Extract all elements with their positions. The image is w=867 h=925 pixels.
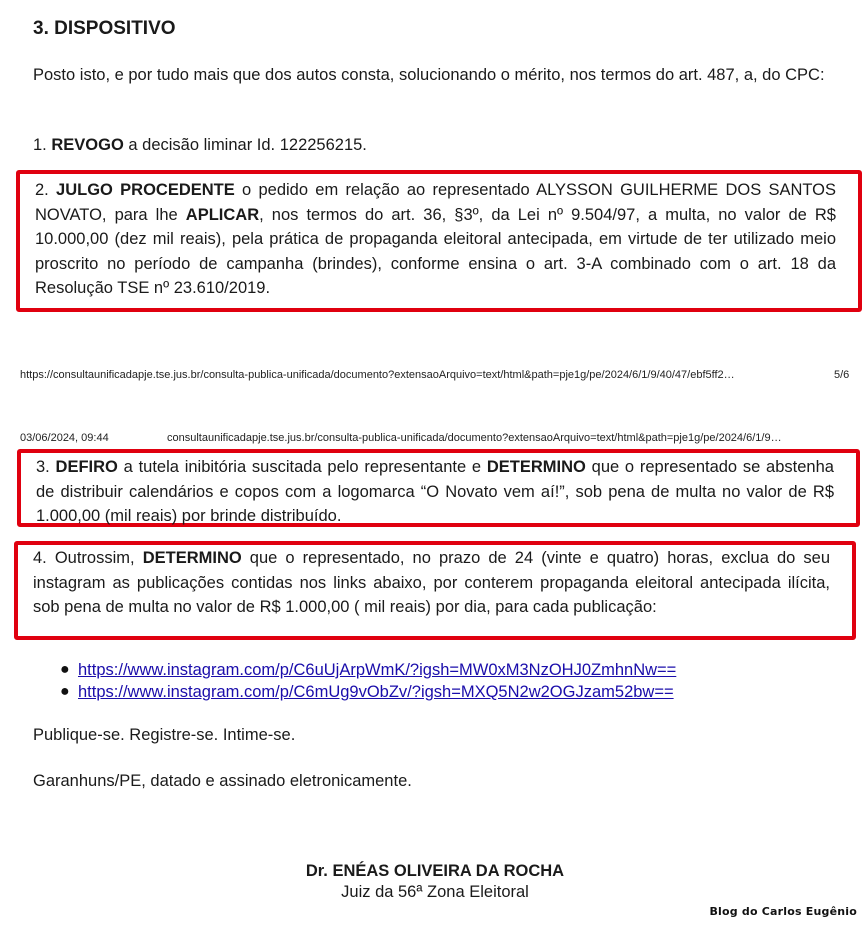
blog-watermark: Blog do Carlos Eugênio xyxy=(709,905,857,918)
closing-publish-line: Publique-se. Registre-se. Intime-se. xyxy=(33,726,296,744)
item-1-verb: REVOGO xyxy=(51,136,124,154)
list-item xyxy=(60,681,676,703)
item-4-text: que o representado, no prazo de 24 (vinte e quatro) horas, exclua do seu instagram as publicações contidas nos links abaixo, por conterem propaganda eleitoral antecipada ilícita, sob pena de multa no valor de R$ 1.000,00 ( mil reais) por dia, para cada publicação: xyxy=(33,549,831,616)
highlight-box-item-4 xyxy=(14,541,856,640)
section-heading: 3. DISPOSITIVO xyxy=(33,18,176,39)
page-header-title: consultaunificadapje.tse.jus.br/consulta-publica-unificada/documento?extensaoArquivo=text/html&path=pje1g/pe/2024/6/1/9… xyxy=(167,432,782,444)
item-1-text: a decisão liminar Id. 122256215. xyxy=(128,136,367,154)
item-1-paragraph xyxy=(33,133,837,158)
item-2-text-1: o pedido em relação ao representado ALYSSON GUILHERME DOS SANTOS NOVATO, para lhe xyxy=(35,181,837,224)
closing-place-line: Garanhuns/PE, datado e assinado eletronicamente. xyxy=(33,772,412,790)
instagram-link-2[interactable]: https://www.instagram.com/p/C6mUg9vObZv/?igsh=MXQ5N2w2OGJzam52bw== xyxy=(78,683,674,701)
item-2-verb-2: APLICAR xyxy=(185,205,260,224)
page-header-datetime: 03/06/2024, 09:44 xyxy=(20,432,109,444)
item-4-paragraph xyxy=(33,546,830,620)
bullet-icon: ● xyxy=(60,661,70,678)
item-3-text-1: a tutela inibitória suscitada pelo representante e xyxy=(123,458,482,476)
item-2-number: 2. xyxy=(35,181,49,199)
signature-name: Dr. ENÉAS OLIVEIRA DA ROCHA xyxy=(305,862,565,880)
item-3-verb-2: DETERMINO xyxy=(486,458,586,476)
item-2-text-2: , nos termos do art. 36, §3º, da Lei nº 9.504/97, a multa, no valor de R$ 10.000,00 (dez mil reais), pela prática de propaganda eleitoral antecipada, em virtude de ter utilizado meio proscrito no período de campanha (brindes), conforme ensina o art. 3-A combinado com o art. 18 da Resolução TSE nº 23.610/2019. xyxy=(35,205,836,297)
item-2-paragraph xyxy=(35,178,836,301)
item-3-paragraph xyxy=(36,455,834,529)
page-footer-number: 5/6 xyxy=(834,369,850,381)
instagram-links-list xyxy=(60,659,676,703)
item-1-number: 1. xyxy=(33,136,47,154)
item-3-text-2: que o representado se abstenha de distribuir calendários e copos com a logomarca “O Novato vem aí!”, sob pena de multa no valor de R$ 1.000,00 (mil reais) por brinde distribuído. xyxy=(36,458,834,525)
instagram-link-1[interactable]: https://www.instagram.com/p/C6uUjArpWmK/?igsh=MW0xM3NzOHJ0ZmhnNw== xyxy=(78,661,677,679)
highlight-box-item-3 xyxy=(17,449,860,527)
item-4-number: 4. Outrossim, xyxy=(33,549,135,567)
item-3-number: 3. xyxy=(36,458,50,476)
highlight-box-item-2 xyxy=(16,170,862,312)
item-3-verb-1: DEFIRO xyxy=(55,458,118,476)
list-item xyxy=(60,659,676,681)
signature-role: Juiz da 56ª Zona Eleitoral xyxy=(341,883,529,901)
page-footer-url: https://consultaunificadapje.tse.jus.br/consulta-publica-unificada/documento?extensaoArquivo=text/html&path=pje1g/pe/2024/6/1/9/40/47/ebf5ff2… xyxy=(20,369,735,381)
item-4-verb: DETERMINO xyxy=(142,549,242,567)
item-2-verb-1: JULGO PROCEDENTE xyxy=(56,181,235,199)
intro-paragraph: Posto isto, e por tudo mais que dos autos consta, solucionando o mérito, nos termos do art. 487, a, do CPC: xyxy=(33,66,825,84)
bullet-icon: ● xyxy=(60,683,70,700)
